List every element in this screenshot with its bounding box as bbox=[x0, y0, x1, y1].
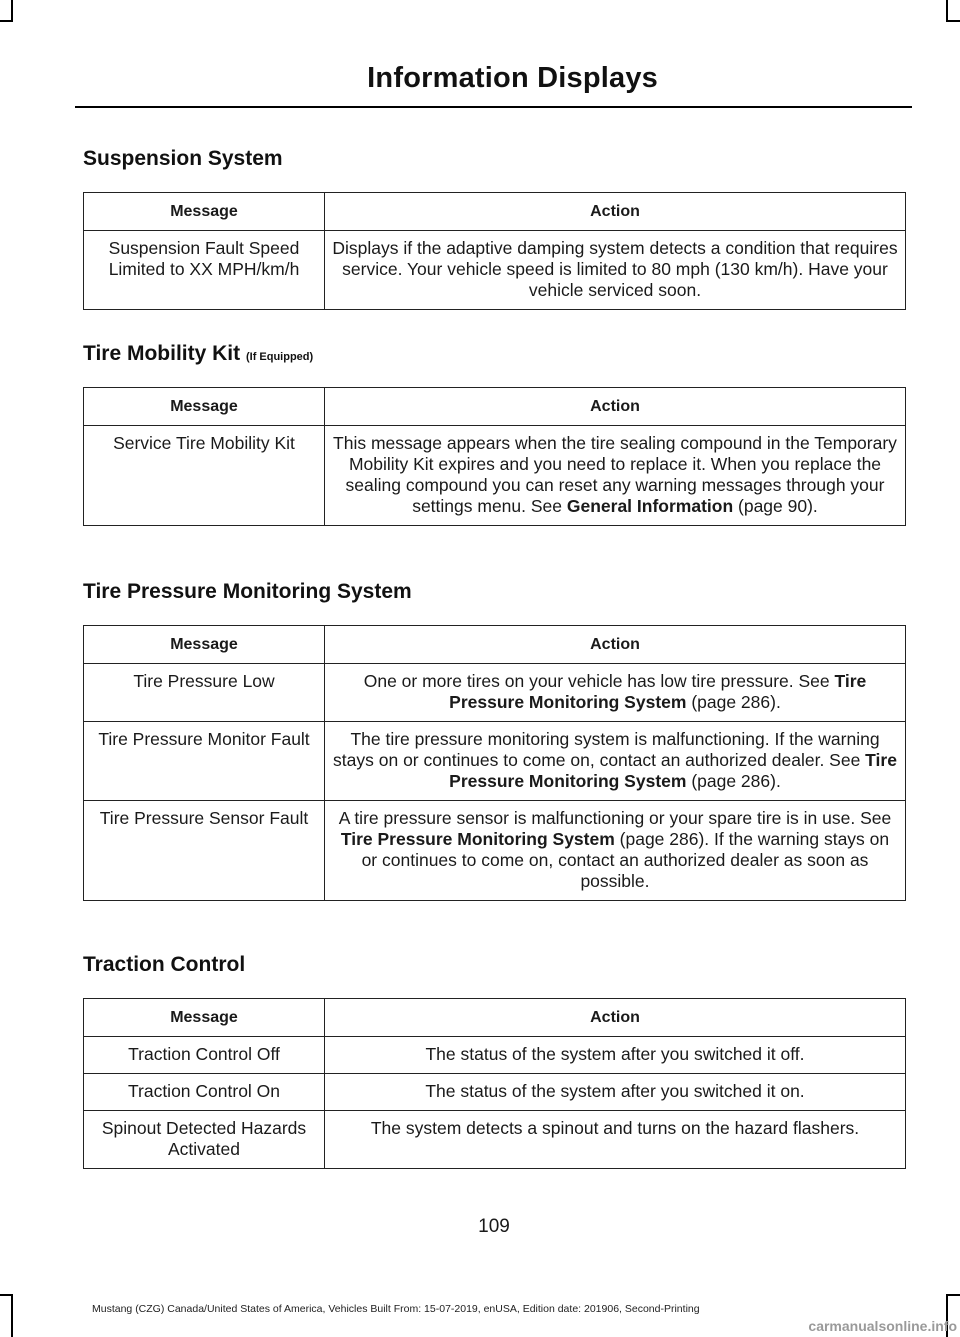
crop-mark-top-right-v bbox=[946, 0, 948, 22]
table-row bbox=[84, 722, 906, 801]
section-title-text: Tire Mobility Kit bbox=[83, 342, 241, 365]
table-row bbox=[84, 1037, 906, 1074]
column-header-message: Message bbox=[84, 999, 325, 1037]
message-cell: Spinout Detected Hazards Activated bbox=[84, 1111, 325, 1169]
message-cell: Suspension Fault Speed Limited to XX MPH/km/h bbox=[84, 231, 325, 310]
action-cell bbox=[325, 801, 906, 901]
page-header-title: Information Displays bbox=[367, 62, 658, 94]
action-cell: The status of the system after you switched it off. bbox=[325, 1037, 906, 1074]
page-number: 109 bbox=[478, 1216, 510, 1237]
crop-mark-top-left-h bbox=[0, 20, 13, 22]
cross-reference-link[interactable]: Tire Pressure Monitoring System bbox=[340, 829, 615, 849]
message-table bbox=[83, 998, 906, 1169]
message-cell: Service Tire Mobility Kit bbox=[84, 426, 325, 526]
cross-reference-link[interactable]: Tire Pressure Monitoring System bbox=[449, 671, 867, 712]
table-header-row bbox=[84, 388, 906, 426]
action-cell bbox=[325, 722, 906, 801]
action-text: This message appears when the tire sealing compound in the Temporary Mobility Kit expires and you need to replace it. When you replace the sealing compound you can reset any warning messages through your settings menu. See bbox=[333, 433, 897, 516]
crop-mark-top-right-h bbox=[946, 20, 960, 22]
table-row bbox=[84, 231, 906, 310]
message-table bbox=[83, 387, 906, 526]
column-header-action: Action bbox=[325, 999, 906, 1037]
table-header-row bbox=[84, 193, 906, 231]
column-header-message: Message bbox=[84, 626, 325, 664]
cross-reference-link[interactable]: Tire Pressure Monitoring System bbox=[449, 750, 897, 791]
section-title bbox=[83, 342, 906, 366]
action-cell bbox=[325, 426, 906, 526]
column-header-action: Action bbox=[325, 193, 906, 231]
column-header-action: Action bbox=[325, 626, 906, 664]
message-cell: Traction Control On bbox=[84, 1074, 325, 1111]
message-table bbox=[83, 625, 906, 901]
table-row bbox=[84, 801, 906, 901]
table-row bbox=[84, 1111, 906, 1169]
crop-mark-bottom-right-h bbox=[946, 1294, 960, 1296]
action-text-page: (page 286). bbox=[686, 692, 781, 712]
message-cell: Tire Pressure Sensor Fault bbox=[84, 801, 325, 901]
section-title: Suspension System bbox=[83, 147, 283, 170]
action-cell bbox=[325, 664, 906, 722]
column-header-message: Message bbox=[84, 388, 325, 426]
table-header-row bbox=[84, 626, 906, 664]
table-header-row bbox=[84, 999, 906, 1037]
message-cell: Tire Pressure Monitor Fault bbox=[84, 722, 325, 801]
column-header-message: Message bbox=[84, 193, 325, 231]
message-cell: Tire Pressure Low bbox=[84, 664, 325, 722]
watermark: carmanualsonline.info bbox=[808, 1318, 957, 1334]
section-qualifier: (If Equipped) bbox=[245, 351, 314, 363]
crop-mark-bottom-left-h bbox=[0, 1294, 13, 1296]
section-title: Traction Control bbox=[83, 953, 246, 976]
message-table bbox=[83, 192, 906, 310]
crop-mark-top-left-v bbox=[11, 0, 13, 22]
action-text-page: (page 286). bbox=[686, 771, 781, 791]
cross-reference-link[interactable]: General Information bbox=[566, 496, 734, 516]
section-tire-pressure-monitoring bbox=[83, 580, 906, 901]
column-header-action: Action bbox=[325, 388, 906, 426]
action-cell: Displays if the adaptive damping system detects a condition that requires service. Your vehicle speed is limited to 80 mph (130 km/h). Have your vehicle serviced soon. bbox=[325, 231, 906, 310]
section-suspension-system bbox=[83, 147, 906, 310]
action-cell: The system detects a spinout and turns on the hazard flashers. bbox=[325, 1111, 906, 1169]
section-title: Tire Pressure Monitoring System bbox=[83, 580, 412, 603]
action-cell: The status of the system after you switched it on. bbox=[325, 1074, 906, 1111]
action-text-page: (page 286). If the warning stays on or continues to come on, contact an authorized dealer as soon as possible. bbox=[361, 829, 890, 891]
table-row bbox=[84, 426, 906, 526]
crop-mark-bottom-left-v bbox=[11, 1294, 13, 1337]
section-tire-mobility-kit bbox=[83, 342, 906, 526]
action-text: One or more tires on your vehicle has low tire pressure. See bbox=[363, 671, 835, 691]
action-text: A tire pressure sensor is malfunctioning or your spare tire is in use. See bbox=[338, 808, 892, 828]
section-traction-control bbox=[83, 953, 906, 1169]
footer-edition-info: Mustang (CZG) Canada/United States of America, Vehicles Built From: 15-07-2019, enUSA, Edition date: 201906, Second-Printing bbox=[92, 1303, 700, 1315]
table-row bbox=[84, 1074, 906, 1111]
header-divider bbox=[75, 106, 912, 108]
action-text: The tire pressure monitoring system is malfunctioning. If the warning stays on or continues to come on, contact an authorized dealer. See bbox=[333, 729, 880, 770]
message-cell: Traction Control Off bbox=[84, 1037, 325, 1074]
action-text-page: (page 90). bbox=[733, 496, 818, 516]
table-row bbox=[84, 664, 906, 722]
